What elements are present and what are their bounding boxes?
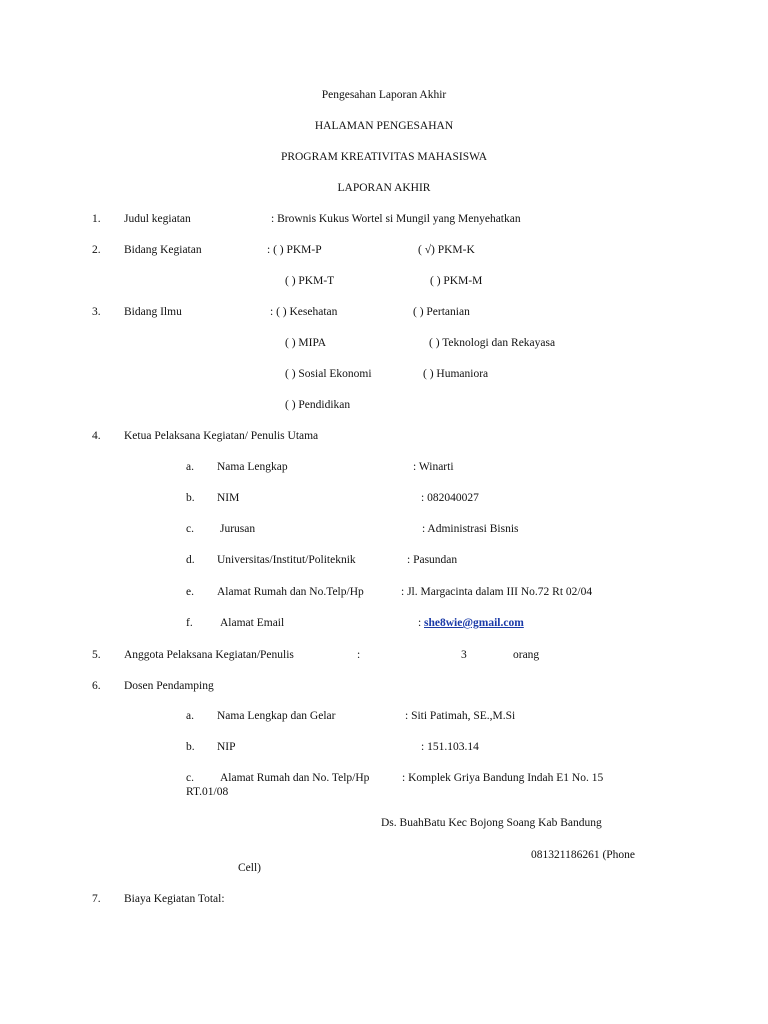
item-number: 1. (92, 213, 101, 225)
item-number: 4. (92, 430, 101, 442)
dosen-nip-label: NIP (217, 741, 236, 753)
dosen-nip-value: : 151.103.14 (421, 741, 479, 753)
judul-label: Judul kegiatan (124, 213, 191, 225)
bidang-ilmu-label: Bidang Ilmu (124, 306, 182, 318)
ketua-jurusan-value: : Administrasi Bisnis (422, 523, 519, 535)
sub-letter: d. (186, 554, 195, 566)
ketua-jurusan-label: Jurusan (220, 523, 256, 535)
item-number: 5. (92, 649, 101, 661)
option-pendidikan: ( ) Pendidikan (285, 399, 351, 411)
option-mipa: ( ) MIPA (285, 337, 327, 349)
dosen-nama-label: Nama Lengkap dan Gelar (217, 710, 336, 722)
sub-letter: a. (186, 710, 194, 722)
anggota-count: 3 (461, 649, 467, 661)
item-number: 6. (92, 680, 101, 692)
ketua-nama-label: Nama Lengkap (217, 461, 288, 473)
sub-letter: f. (186, 617, 193, 629)
item-number: 3. (92, 306, 101, 318)
dosen-alamat-label: Alamat Rumah dan No. Telp/Hp (220, 772, 370, 784)
dosen-nama-value: : Siti Patimah, SE.,M.Si (405, 710, 516, 722)
option-kesehatan: : ( ) Kesehatan (270, 306, 338, 318)
sub-letter: b. (186, 492, 195, 504)
dosen-phone-cont: Cell) (238, 862, 261, 874)
ketua-nim-value: : 082040027 (421, 492, 479, 504)
sub-letter: c. (186, 772, 194, 784)
page-title: HALAMAN PENGESAHAN (314, 120, 454, 132)
ketua-label: Ketua Pelaksana Kegiatan/ Penulis Utama (124, 430, 319, 442)
biaya-label: Biaya Kegiatan Total: (124, 893, 225, 905)
option-pertanian: ( ) Pertanian (413, 306, 470, 318)
anggota-unit: orang (513, 649, 540, 661)
dosen-alamat-rt: RT.01/08 (186, 786, 229, 798)
program-title: PROGRAM KREATIVITAS MAHASISWA (280, 151, 488, 163)
option-pkm-k: ( √) PKM-K (418, 244, 475, 256)
option-sosial-ekonomi: ( ) Sosial Ekonomi (285, 368, 372, 380)
dosen-alamat-value: : Komplek Griya Bandung Indah E1 No. 15 (402, 772, 604, 784)
ketua-nim-label: NIM (217, 492, 240, 504)
ketua-alamat-value: : Jl. Margacinta dalam III No.72 Rt 02/04 (401, 586, 593, 598)
option-pkm-t: ( ) PKM-T (285, 275, 335, 287)
anggota-colon: : (357, 649, 361, 661)
ketua-email-label: Alamat Email (220, 617, 285, 629)
anggota-label: Anggota Pelaksana Kegiatan/Penulis (124, 649, 294, 661)
sub-letter: b. (186, 741, 195, 753)
ketua-universitas-label: Universitas/Institut/Politeknik (217, 554, 356, 566)
dosen-alamat-district: Ds. BuahBatu Kec Bojong Soang Kab Bandung (381, 817, 602, 829)
ketua-universitas-value: : Pasundan (407, 554, 458, 566)
doc-subtitle: Pengesahan Laporan Akhir (321, 89, 447, 101)
ketua-alamat-label: Alamat Rumah dan No.Telp/Hp (217, 586, 364, 598)
dosen-label: Dosen Pendamping (124, 680, 214, 692)
option-pkm-p: : ( ) PKM-P (267, 244, 322, 256)
item-number: 7. (92, 893, 101, 905)
ketua-email-colon: : (418, 617, 422, 629)
bidang-kegiatan-label: Bidang Kegiatan (124, 244, 202, 256)
option-humaniora: ( ) Humaniora (423, 368, 489, 380)
sub-letter: c. (186, 523, 194, 535)
ketua-email-link[interactable]: she8wie@gmail.com (424, 617, 524, 629)
option-pkm-m: ( ) PKM-M (430, 275, 483, 287)
judul-value: : Brownis Kukus Wortel si Mungil yang Menyehatkan (271, 213, 521, 225)
sub-letter: e. (186, 586, 194, 598)
sub-letter: a. (186, 461, 194, 473)
dosen-phone: 081321186261 (Phone (531, 849, 636, 861)
ketua-nama-value: : Winarti (413, 461, 454, 473)
option-teknologi: ( ) Teknologi dan Rekayasa (429, 337, 556, 349)
item-number: 2. (92, 244, 101, 256)
report-title: LAPORAN AKHIR (337, 182, 431, 194)
